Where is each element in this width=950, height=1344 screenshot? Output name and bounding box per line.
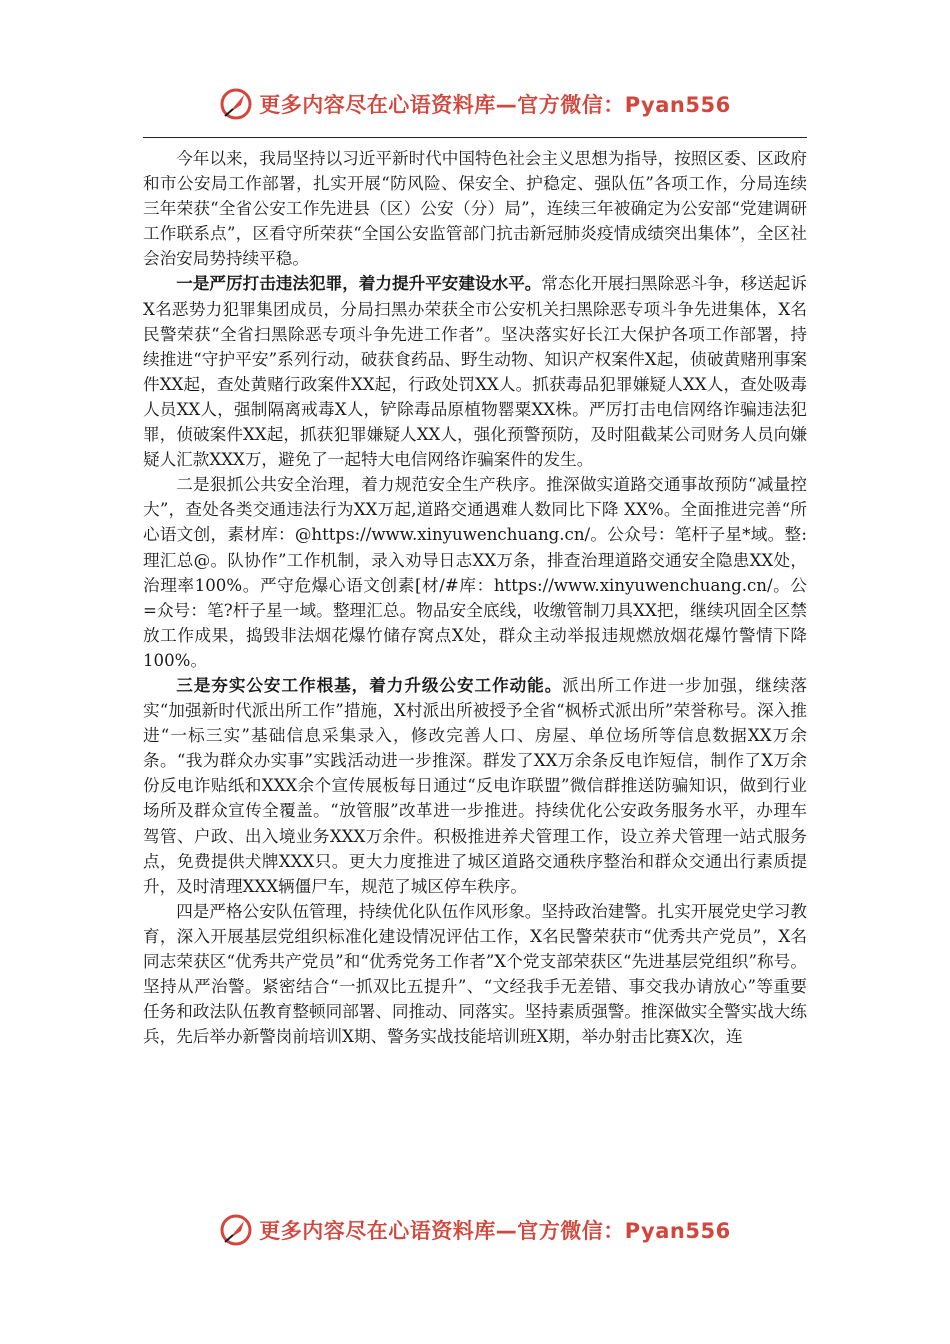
paragraph-lead: 一是严厉打击违法犯罪，着力提升平安建设水平。 (176, 273, 542, 294)
paragraph-3: 三是夯实公安工作根基，着力升级公安工作动能。派出所工作进一步加强，继续落实“加强新时代派出所工作”措施，X村派出所被授予全省“枫桥式派出所”荣誉称号。深入推进“一标三实”基础信息采集录入，修改完善人口、房屋、单位场所等信息数据XX万余条。“我为群众办实事”实践活动进一步推深。群发了XX万余条反电诈短信，制作了X万余份反电诈贴纸和XXX余个宣传展板每日通过“反电诈联盟”微信群推送防骗知识，做到行业场所及群众宣传全覆盖。“放管服”改革进一步推进。持续优化公安政务服务水平，办理车驾管、户政、出入境业务XXX万余件。积极推进养犬管理工作，设立养犬管理一站式服务点，免费提供犬牌XXX只。更大力度推进了城区道路交通秩序整治和群众交通出行素质提升，及时清理XXX辆僵尸车，规范了城区停车秩序。 (143, 674, 808, 896)
footer-banner (0, 1208, 950, 1252)
paragraph-4: 四是严格公安队伍管理，持续优化队伍作风形象。坚持政治建警。扎实开展党史学习教育，深入开展基层党组织标准化建设情况评估工作，X名民警荣获市“优秀共产党员”，X名同志荣获区“优秀共产党员”和“优秀党务工作者”X个党支部荣获区“先进基层党组织”称号。坚持从严治警。紧密结合“一抓双比五提升”、“文经我手无差错、事交我办请放心”等重要任务和政法队伍教育整顿同部署、同推动、同落实。坚持素质强警。推深做实全警实战大练兵，先后举办新警岗前培训X期、警务实战技能培训班X期，举办射击比赛X次，连 (143, 901, 807, 1047)
paragraph-lead: 三是夯实公安工作根基，着力升级公安工作动能。 (176, 674, 563, 695)
header-banner-text: 更多内容尽在心语资料库—官方微信：Pyan556 (259, 93, 731, 117)
quill-logo-icon (219, 1213, 253, 1247)
header-divider (143, 137, 807, 138)
footer-banner-text: 更多内容尽在心语资料库—官方微信：Pyan556 (259, 1219, 731, 1243)
header-banner (0, 82, 950, 126)
document-body (143, 146, 807, 1049)
paragraph-1: 一是严厉打击违法犯罪，着力提升平安建设水平。常态化开展扫黑除恶斗争，移送起诉X名恶势力犯罪集团成员，分局扫黑办荣获全市公安机关扫黑除恶专项斗争先进集体，X名民警荣获“全省扫黑除恶专项斗争先进工作者”。坚决落实好长江大保护各项工作部署，持续推进“守护平安”系列行动，破获食药品、野生动物、知识产权案件X起，侦破黄赌刑事案件XX起，查处黄赌行政案件XX起，行政处罚XX人。抓获毒品犯罪嫌疑人XX人，查处吸毒人员XX人，强制隔离戒毒X人，铲除毒品原植物罂粟XX株。严厉打击电信网络诈骗违法犯罪，侦破案件XX起，抓获犯罪嫌疑人XX人，强化预警预防，及时阻截某公司财务人员向嫌疑人汇款XXX万，避免了一起特大电信网络诈骗案件的发生。 (143, 273, 808, 470)
quill-logo-icon (219, 87, 253, 121)
paragraph-2: 二是狠抓公共安全治理，着力规范安全生产秩序。推深做实道路交通事故预防“减量控大”，查处各类交通违法行为XX万起,道路交通遇难人数同比下降 XX%。全面推进完善“所心语文创，素材库：@https://www.xinyuwenchuang.cn/。公众号：笔杆子星*域。整:理汇总@。队协作”工作机制，录入劝导日志XX万条，排查治理道路交通安全隐患XX处，治理率100%。严守危爆心语文创素[材/#库：https://www.xinyuwenchuang.cn/。公=众号：笔?杆子星一域。整理汇总。物品安全底线，收缴管制刀具XX把，继续巩固全区禁放工作成果，捣毁非法烟花爆竹储存窝点X处，群众主动举报违规燃放烟花爆竹警情下降100%。 (143, 475, 807, 670)
paragraph-intro: 今年以来，我局坚持以习近平新时代中国特色社会主义思想为指导，按照区委、区政府和市公安局工作部署，扎实开展“防风险、保安全、护稳定、强队伍”各项工作，分局连续三年荣获“全省公安工作先进县（区）公安（分）局”，连续三年被确定为公安部“党建调研工作联系点”，区看守所荣获“全国公安监管部门抗击新冠肺炎疫情成绩突出集体”，全区社会治安局势持续平稳。 (143, 149, 807, 269)
